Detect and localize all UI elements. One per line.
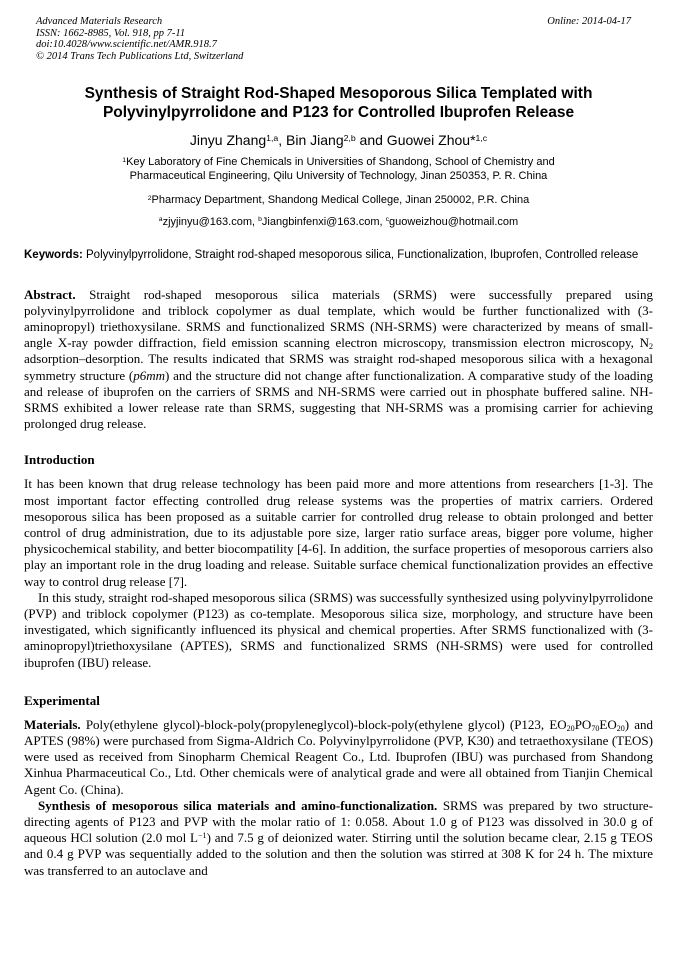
introduction-paragraph-1: It has been known that drug release technology has been paid more and more attentions from researchers [1-3]. The most important factor effecting controlled drug release systems was the properties of matrix carriers. Ordered mesoporous silica has been proposed as a suitable carrier for controlled drug release to obtain prolonged and better control of drug administration, due to its adjustable pore size, larger ratio surface areas, bigger pore volume, higher physicochemical stability, and better biocompatility [4-6]. In addition, the surface properties of mesoporous carriers also play an important role in the drug loading and release. Suitable surface chemical functionalization provides an effective way to control drug release [7].: [24, 476, 653, 589]
authors-line: Jinyu Zhang$^{1,a}$, Bin Jiang$^{2,b}$ and Guowei Zhou*$^{1,c}$: [189, 132, 488, 148]
materials-paragraph: Materials. Poly(ethylene glycol)-block-poly(propyleneglycol)-block-poly(ethylene glycol) (P123, $EO_{20}PO_{70}EO_{20}$) and APTES (98%) were purchased from Sigma-Aldrich Co. Polyvinylpyrrolidone (PVP, K30) and tetraethoxysilane (TEOS) were used as received from Sinopharm Chemical Reagent Co., Ltd. Ibuprofen (IBU) was purchased from Shandong Xinhua Pharmaceutical Co., Ltd. Other chemicals were of analytical grade and were all obtained from Tianjin Chemical Agent Co. (China).: [24, 716, 654, 797]
synthesis-paragraph: Synthesis of mesoporous silica materials and amino-functionalization. SRMS was prepared by two structure-directing agents of P123 and PVP with the molar ratio of 1: 0.058. About 1.0 g of P123 was dissolved in 30.0 g of aqueous HCl solution (2.0 mol $L^{-1}$) and 7.5 g of deionized water. Stirring until the solution became clear, 2.15 g TEOS and 0.4 g PVP was sequentially added to the solution and then the solution was stirred at 308 K for 24 h. The mixture was transferred to an autoclave and: [24, 797, 653, 878]
section-heading-introduction: Introduction: [24, 452, 95, 468]
affiliation-2: $^2$Pharmacy Department, Shandong Medical College, Jinan 250002, P.R. China: [147, 194, 530, 206]
abstract-paragraph: Abstract. Straight rod-shaped mesoporous silica materials (SRMS) were successfully prepared using polyvinylpyrrolidone and triblock copolymer as dual template, which would be further functionalized with (3-aminopropyl) triethoxysilane. SRMS and functionalized SRMS (NH-SRMS) were characterized by means of small-angle X-ray powder diffraction, field emission scanning electron microscopy, transmission electron microscopy, $N_2$ adsorption–desorption. The results indicated that SRMS was straight rod-shaped mesoporous silica with a hexagonal symmetry structure (p6mm) and the structure did not change after functionalization. A comparative study of the loading and release of ibuprofen on the carriers of SRMS and NH-SRMS were carried out in phosphate buffered saline. NH-SRMS exhibited a lower release rate than SRMS, suggesting that NH-SRMS was a promising carrier for achieving prolonged drug release.: [24, 286, 653, 432]
copyright-line: © 2014 Trans Tech Publications Ltd, Switzerland: [36, 50, 244, 62]
online-date: Online: 2014-04-17: [547, 16, 631, 27]
journal-header: [36, 16, 653, 62]
affiliation-1: $^1$Key Laboratory of Fine Chemicals in Universities of Shandong, School of Chemistry and Pharmaceutical Engineering, Qilu University of Technology, Jinan 250353, P. R. China: [122, 156, 555, 182]
paper-title: Synthesis of Straight Rod-Shaped Mesoporous Silica Templated with Polyvinylpyrrolidone and P123 for Controlled Ibuprofen Release: [84, 85, 593, 121]
section-heading-experimental: Experimental: [24, 692, 100, 708]
issn-line: ISSN: 1662-8985, Vol. 918, pp 7-11: [36, 27, 186, 39]
introduction-paragraph-2: In this study, straight rod-shaped mesoporous silica (SRMS) was successfully synthesized using polyvinylpyrrolidone (PVP) and triblock copolymer (P123) as co-template. Mesoporous silica size, morphology, and structure have been investigated, which significantly influenced its physical and chemical properties. After SRMS functionalized with (3-aminopropyl)triethoxysilane (APTES), SRMS and functionalized SRMS (NH-SRMS) were used for controlled ibuprofen (IBU) release.: [24, 589, 653, 670]
keywords-line: Keywords: Polyvinylpyrrolidone, Straight rod-shaped mesoporous silica, Functionalization, Ibuprofen, Controlled release: [24, 249, 639, 261]
journal-name: Advanced Materials Research: [36, 16, 163, 27]
doi-line: doi:10.4028/www.scientific.net/AMR.918.7: [36, 39, 217, 50]
author-emails: $^a$zjyjinyu@163.com, $^b$Jiangbinfenxi@163.com, $^c$guoweizhou@hotmail.com: [158, 215, 519, 228]
